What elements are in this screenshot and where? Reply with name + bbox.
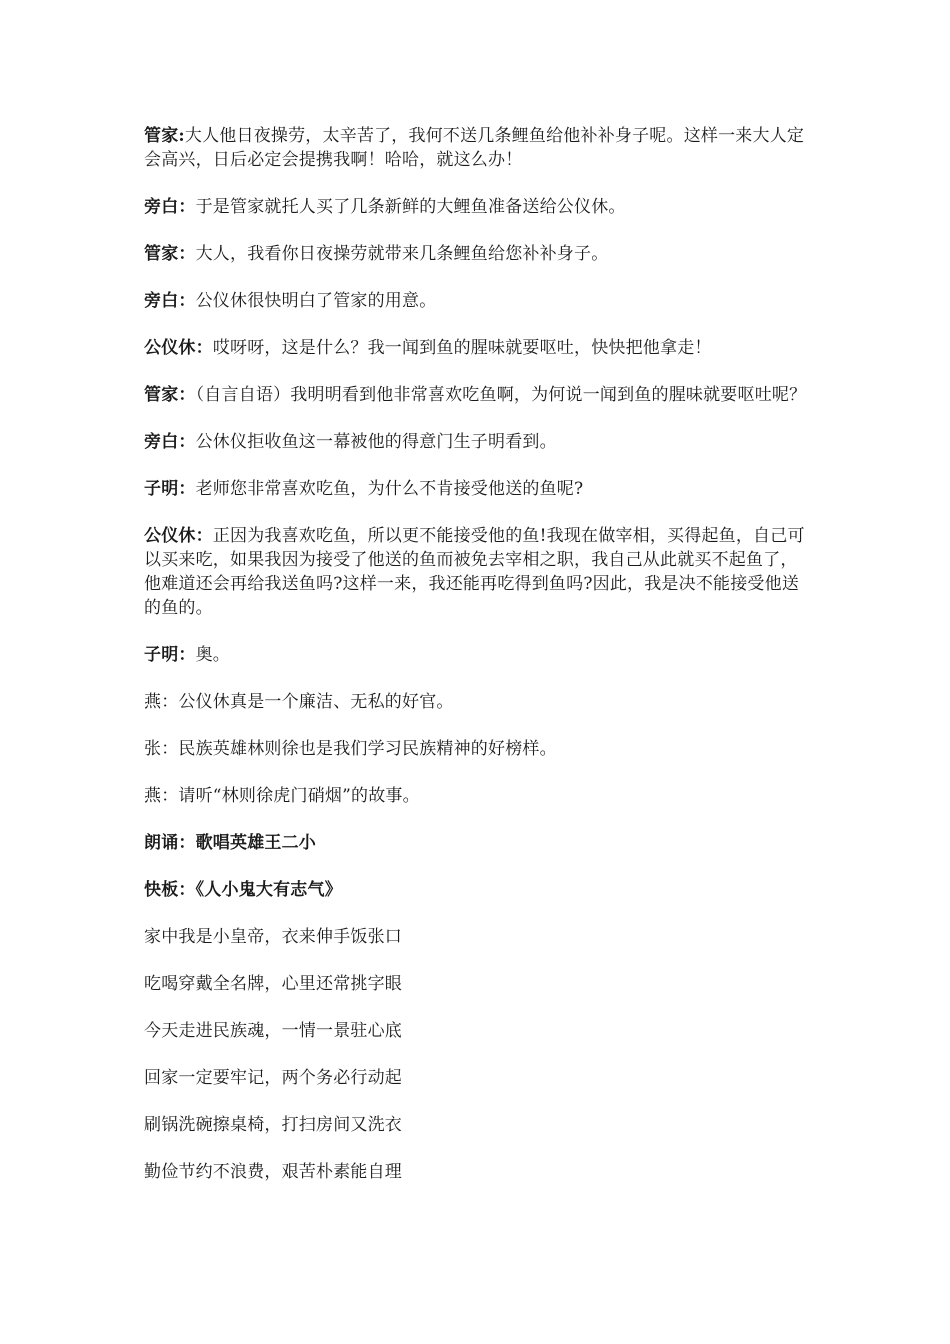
speaker-label: 管家： [144,244,196,264]
speaker-label: 子明： [144,479,196,499]
dialogue-line [144,737,810,761]
program-kuaiban-title: 快板：《人小鬼大有志气》 [144,880,342,900]
dialogue-text: 哎呀呀，这是什么？我一闻到鱼的腥味就要呕吐，快快把他拿走！ [212,338,712,358]
dialogue-line [144,242,810,266]
speaker-label: 公仪休： [144,338,213,358]
dialogue-text: 奥。 [195,645,231,665]
dialogue-text: 民族英雄林则徐也是我们学习民族精神的好榜样。 [178,739,557,759]
verse-line: 刷锅洗碗擦桌椅，打扫房间又洗衣 [144,1115,402,1135]
verse-line: 家中我是小皇帝，衣来伸手饭张口 [144,927,402,947]
speaker-label: 燕： [144,786,179,806]
dialogue-text: 大人他日夜操劳，太辛苦了，我何不送几条鲤鱼给他补补身子呢。这样一来大人定会高兴，日后必定会提携我啊！哈哈，就这么办！ [144,126,805,170]
dialogue-line [144,383,810,407]
dialogue-text: 公休仪拒收鱼这一幕被他的得意门生子明看到。 [195,432,557,452]
verse-line: 回家一定要牢记，两个务必行动起 [144,1068,402,1088]
speaker-label: 张： [144,739,179,759]
dialogue-line [144,336,810,360]
program-recital: 朗诵：歌唱英雄王二小 [144,833,316,853]
dialogue-text: 于是管家就托人买了几条新鲜的大鲤鱼准备送给公仪休。 [195,197,626,217]
verse-line: 吃喝穿戴全名牌，心里还常挑字眼 [144,974,402,994]
speaker-label: 燕： [144,692,179,712]
dialogue-text: 请听“林则徐虎门硝烟”的故事。 [178,786,420,806]
dialogue-text: 大人，我看你日夜操劳就带来几条鲤鱼给您补补身子。 [195,244,609,264]
dialogue-line [144,524,810,620]
dialogue-text: （自言自语）我明明看到他非常喜欢吃鱼啊，为何说一闻到鱼的腥味就要呕吐呢？ [195,385,807,405]
speaker-label: 管家: [144,126,185,146]
speaker-label: 公仪休： [144,526,213,546]
speaker-label: 旁白： [144,291,196,311]
dialogue-line [144,195,810,219]
dialogue-text: 老师您非常喜欢吃鱼，为什么不肯接受他送的鱼呢? [195,479,584,499]
verse-line: 今天走进民族魂，一情一景驻心底 [144,1021,402,1041]
speaker-label: 子明： [144,645,196,665]
verse-line: 勤俭节约不浪费，艰苦朴素能自理 [144,1162,402,1182]
dialogue-line [144,784,810,808]
dialogue-text: 正因为我喜欢吃鱼，所以更不能接受他的鱼!我现在做宰相，买得起鱼，自己可以买来吃，如果我因为接受了他送的鱼而被免去宰相之职，我自己从此就买不起鱼了，他难道还会再给我送鱼吗?这样一来，我还能再吃得到鱼吗?因此，我是决不能接受他送的鱼的。 [144,526,805,618]
dialogue-line [144,477,810,501]
speaker-label: 旁白： [144,197,196,217]
dialogue-line [144,690,810,714]
dialogue-line [144,430,810,454]
dialogue-line [144,124,810,172]
speaker-label: 旁白： [144,432,196,452]
dialogue-text: 公仪休很快明白了管家的用意。 [195,291,437,311]
speaker-label: 管家： [144,385,196,405]
document-page [144,124,810,1207]
dialogue-line [144,643,810,667]
dialogue-line [144,289,810,313]
dialogue-text: 公仪休真是一个廉洁、无私的好官。 [178,692,454,712]
